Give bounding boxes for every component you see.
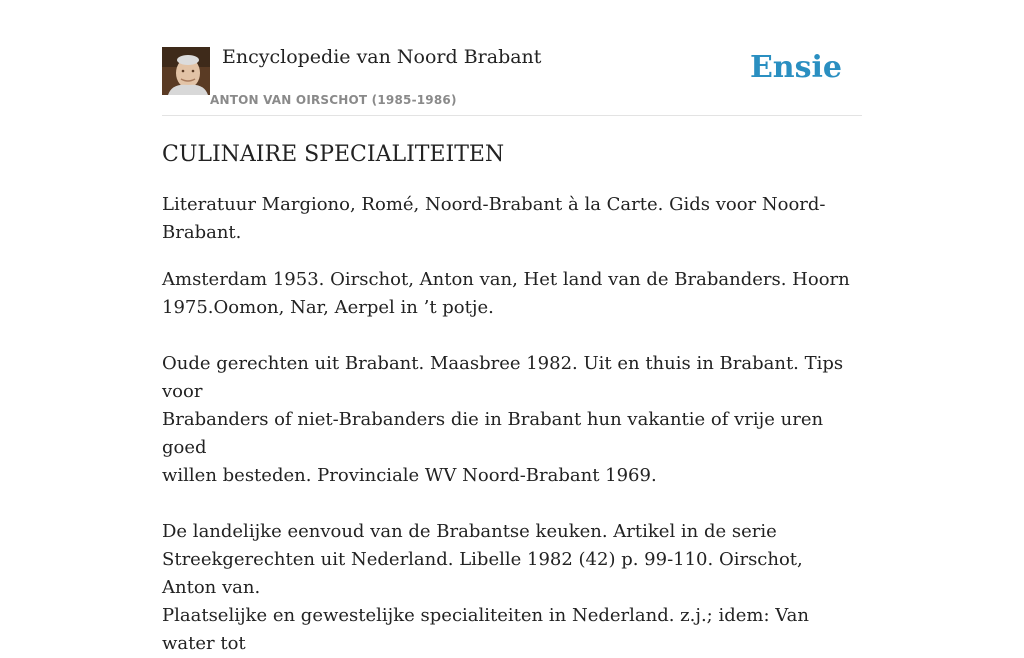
article-paragraph: Amsterdam 1953. Oirschot, Anton van, Het land van de Brabanders. Hoorn 1975.Oomon, Nar, Aerpel in ’t potje. Oude gerechten uit Brabant. Maasbree 1982. Uit en thuis in Brabant. Tips voor Brabanders of niet-Brabanders die in Brabant hun vakantie of vrije uren goed willen besteden. Provinciale WV Noord-Brabant 1969. De landelijke eenvoud van de Brabantse keuken. Artikel in de serie Streekgerechten uit Nederland. Libelle 1982 (42) p. 99-110. Oirschot, Anton van. Plaatselijke en gewestelijke specialiteiten in Nederland. z.j.; idem: Van water tot [162, 269, 850, 654]
ensie-logo[interactable]: Ensie [749, 50, 842, 85]
author-name[interactable]: ANTON VAN OIRSCHOT (1985-1986) [210, 93, 457, 107]
author-avatar-icon[interactable] [162, 47, 210, 95]
header [162, 0, 862, 116]
article-content [162, 140, 862, 658]
article-paragraph: Literatuur Margiono, Romé, Noord-Brabant à la Carte. Gids voor Noord-Brabant. [162, 194, 826, 243]
article-title: CULINAIRE SPECIALITEITEN [162, 142, 505, 167]
source-title[interactable]: Encyclopedie van Noord Brabant [222, 46, 542, 68]
